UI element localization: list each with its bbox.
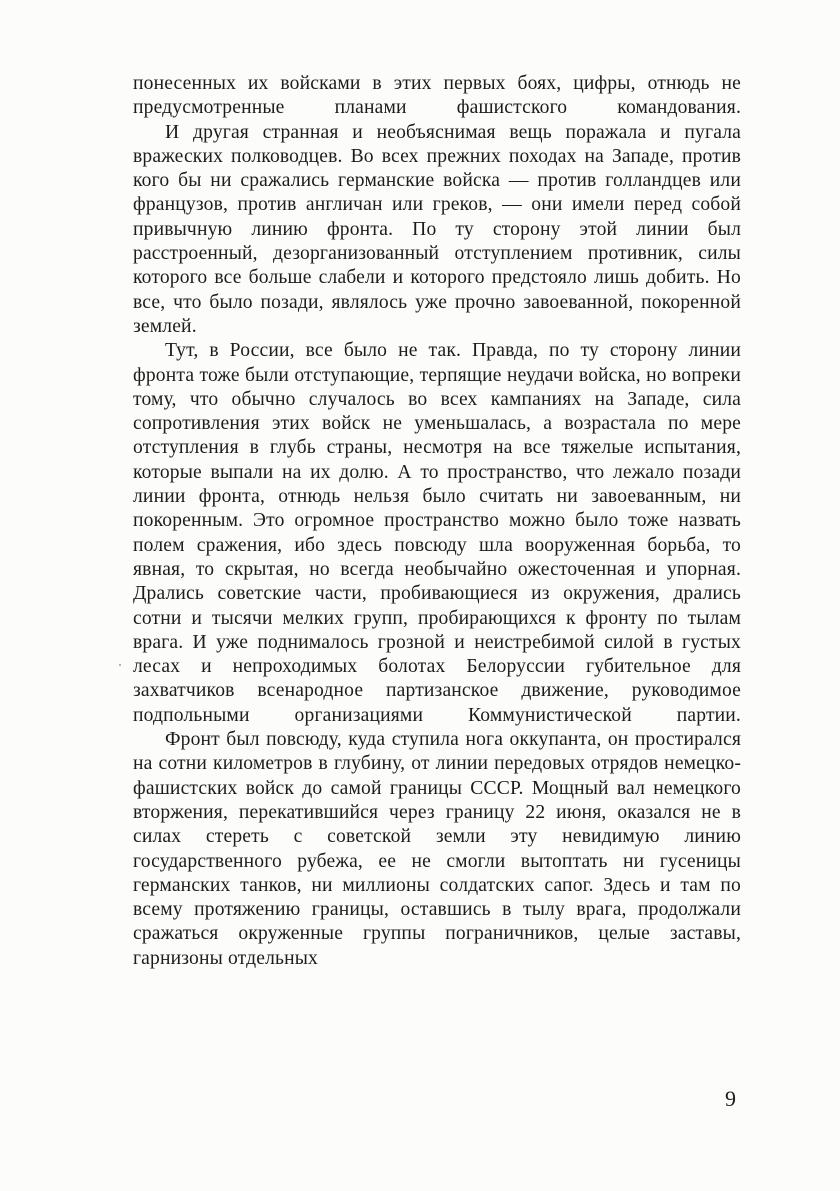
scan-speck [119, 664, 121, 666]
page-number: 9 [725, 1086, 736, 1111]
page-body-text [133, 72, 741, 971]
paragraph-continuation: понесенных их войсками в этих первых боях, цифры, отнюдь не предусмотренные планами фашистского командования. [133, 73, 741, 119]
paragraph-front-everywhere: Фронт был повсюду, куда ступила нога оккупанта, он простирался на сотни километров в глубину, от линии передовых отрядов немецко-фашистских войск до самой границы СССР. Мощный вал немецкого вторжения, перекатившийся через границу 22 июня, оказался не в силах стереть с советской земли эту невидимую линию государственного рубежа, ее не смогли вытоптать ни гусеницы германских танков, ни миллионы солдатских сапог. Здесь и там по всему протяжению границы, оставшись в тылу врага, продолжали сражаться окруженные группы пограничников, целые заставы, гарнизоны отдельных [133, 729, 741, 969]
paragraph-russia: Тут, в России, все было не так. Правда, по ту сторону линии фронта тоже были отступающие, терпящие неудачи войска, но вопреки тому, что обычно случалось во всех кампаниях на Западе, сила сопротивления этих войск не уменьшалась, а возрастала по мере отступления в глубь страны, несмотря на все тяжелые испытания, которые выпали на их долю. А то пространство, что лежало позади линии фронта, отнюдь нельзя было считать ни завоеванным, ни покоренным. Это огромное пространство можно было тоже назвать полем сражения, ибо здесь повсюду шла вооруженная борьба, то явная, то скрытая, но всегда необычайно ожесточенная и упорная. Дрались советские части, пробивающиеся из окружения, дрались сотни и тысячи мелких групп, пробирающихся к фронту по тылам врага. И уже поднималось грозной и неистребимой силой в густых лесах и непроходимых болотах Белоруссии губительное для захватчиков всенародное партизанское движение, руководимое подпольными организациями Коммунистической партии. [133, 340, 741, 726]
paragraph-strange-thing: И другая странная и необъяснимая вещь поражала и пугала вражеских полководцев. Во всех прежних походах на Западе, против кого бы ни сражались германские войска — против голландцев или французов, против англичан или греков, — они имели перед собой привычную линию фронта. По ту сторону этой линии был расстроенный, дезорганизованный отступлением противник, силы которого все больше слабели и которого предстояло лишь добить. Но все, что было позади, являлось уже прочно завоеванной, покоренной землей. [133, 121, 741, 337]
